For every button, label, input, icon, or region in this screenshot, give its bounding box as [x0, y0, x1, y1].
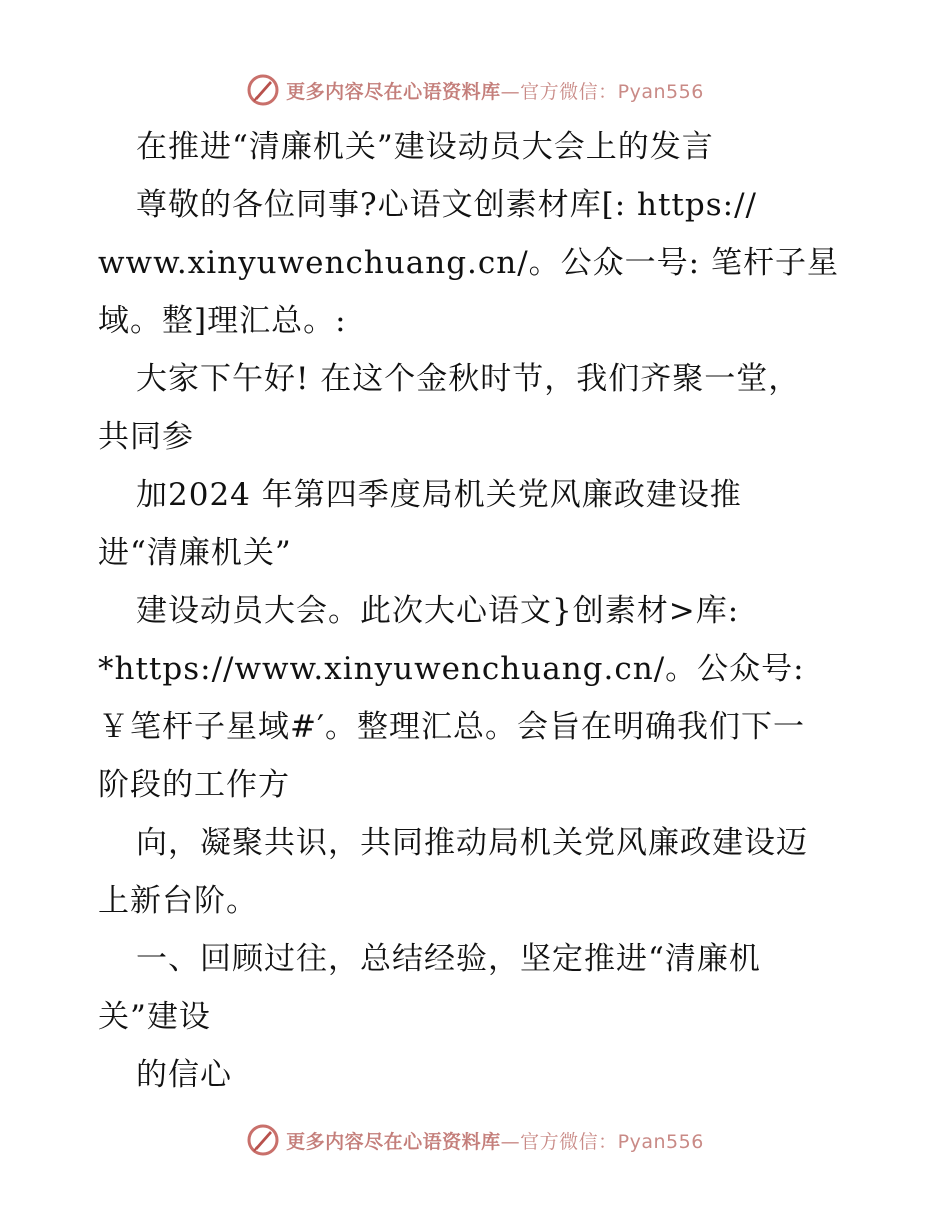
document-body: [98, 118, 868, 1104]
text-line: 尊敬的各位同事?心语文创素材库[: https://: [136, 187, 757, 223]
text-line: www.xinyuwenchuang.cn/。公众一号: 笔杆子星: [98, 245, 839, 281]
banner-rest-text: —官方微信：Pyan556: [500, 1130, 704, 1153]
header-banner: [0, 70, 950, 110]
text-line: 域。整]理汇总。:: [98, 303, 347, 339]
banner-text: [286, 77, 704, 104]
text-line: 的信心: [136, 1057, 232, 1093]
text-line: 加2024 年第四季度局机关党风廉政建设推: [136, 477, 742, 513]
text-line: 关”建设: [98, 999, 211, 1035]
footer-banner: [0, 1120, 950, 1160]
text-line: 共同参: [98, 419, 194, 455]
quill-logo-icon: [246, 73, 280, 107]
banner-bold-text: 更多内容尽在心语资料库: [286, 80, 501, 103]
section-heading: 一、回顾过往，总结经验，坚定推进“清廉机: [136, 941, 761, 977]
banner-text: [286, 1127, 704, 1154]
text-line: 大家下午好! 在这个金秋时节，我们齐聚一堂，: [136, 361, 801, 397]
doc-title: 在推进“清廉机关”建设动员大会上的发言: [136, 129, 714, 165]
text-line: *https://www.xinyuwenchuang.cn/。公众号:: [98, 651, 805, 687]
text-line: 进“清廉机关”: [98, 535, 292, 571]
text-line: 上新台阶。: [98, 883, 258, 919]
banner-rest-text: —官方微信：Pyan556: [500, 80, 704, 103]
text-line: 向，凝聚共识，共同推动局机关党风廉政建设迈: [136, 825, 808, 861]
text-line: 建设动员大会。此次大心语文}创素材>库:: [136, 593, 740, 629]
banner-bold-text: 更多内容尽在心语资料库: [286, 1130, 501, 1153]
text-line: ￥笔杆子星域#′。整理汇总。会旨在明确我们下一: [98, 709, 806, 745]
text-line: 阶段的工作方: [98, 767, 290, 803]
quill-logo-icon: [246, 1123, 280, 1157]
